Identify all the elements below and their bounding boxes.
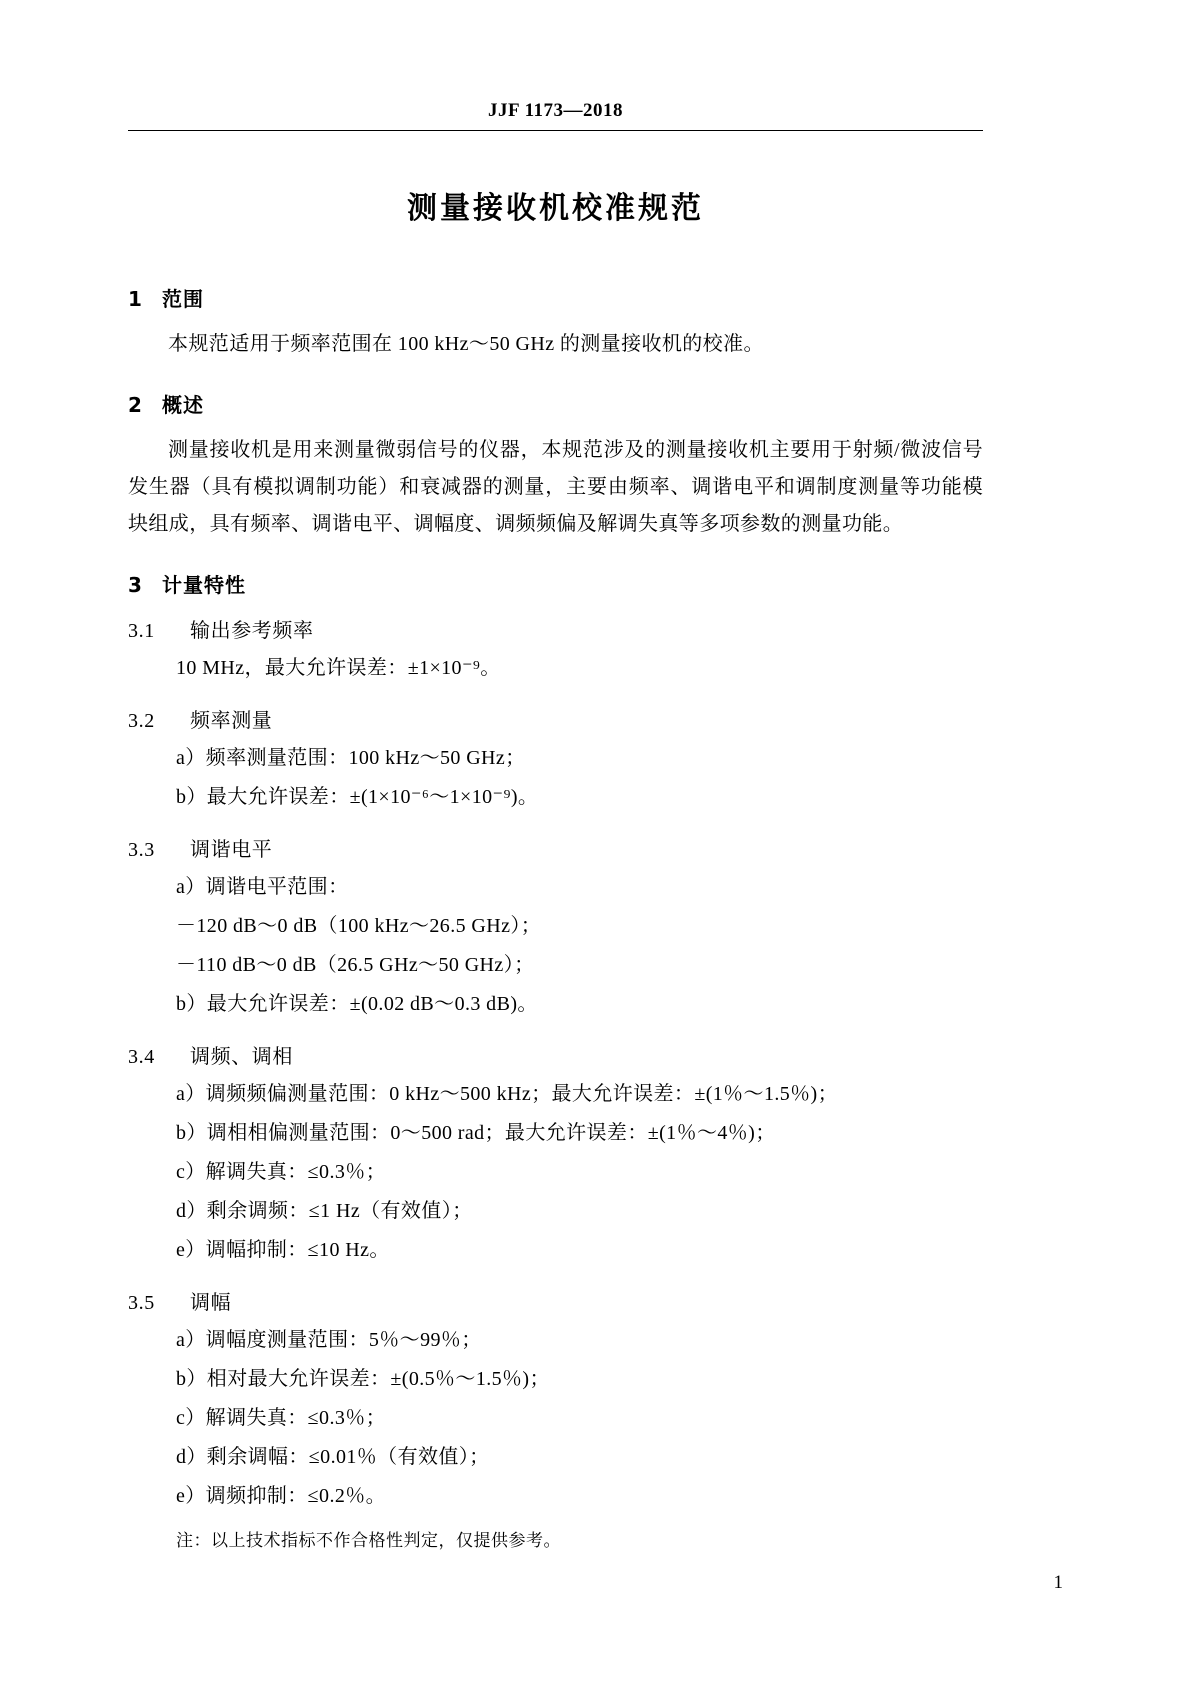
subsection-3-2-line-2: b）最大允许误差：±(1×10⁻⁶～1×10⁻⁹)。 [176,786,539,808]
subsection-3-4-line-1: a）调频频偏测量范围：0 kHz～500 kHz；最大允许误差：±(1％～1.5％)； [176,1083,839,1105]
subsection-3-5-line-4: d）剩余调幅：≤0.01％（有效值）； [176,1446,490,1468]
header-divider [128,130,983,131]
subsection-heading-3-1 [128,614,983,643]
section-number-3: 3 [128,573,143,597]
page-number: 1 [1053,1572,1063,1593]
subsection-3-5-line-2: b）相对最大允许误差：±(0.5％～1.5％)； [176,1368,550,1390]
subsection-heading-3-5 [128,1286,983,1315]
subsection-heading-3-2 [128,704,983,733]
subsection-title-3-2: 频率测量 [190,710,273,732]
section-2-paragraph: 测量接收机是用来测量微弱信号的仪器，本规范涉及的测量接收机主要用于射频/微波信号发生器（具有模拟调制功能）和衰减器的测量，主要由频率、调谐电平和调制度测量等功能模块组成，具有频率、调谐电平、调幅度、调频频偏及解调失真等多项参数的测量功能。 [128,439,983,535]
subsection-3-4-line-5: e）调幅抑制：≤10 Hz。 [176,1239,390,1261]
section-title-2: 概述 [162,393,204,417]
subsection-number-3-2: 3.2 [128,710,155,732]
subsection-number-3-3: 3.3 [128,839,155,861]
subsection-heading-3-3 [128,833,983,862]
subsection-3-3-line-3: －110 dB～0 dB（26.5 GHz～50 GHz）； [176,954,535,976]
subsection-3-3-line-4: b）最大允许误差：±(0.02 dB～0.3 dB)。 [176,993,538,1015]
subsection-3-4-line-2: b）调相相偏测量范围：0～500 rad；最大允许误差：±(1％～4％)； [176,1122,776,1144]
section-title-3: 计量特性 [162,573,246,597]
section-title-1: 范围 [162,287,204,311]
page-content [128,100,983,1551]
subsection-3-5-line-3: c）解调失真：≤0.3％； [176,1407,387,1429]
page-title: 测量接收机校准规范 [407,191,704,226]
subsection-3-2-line-1: a）频率测量范围：100 kHz～50 GHz； [176,747,526,769]
subsection-3-3-line-1: a）调谐电平范围： [176,876,349,898]
subsection-title-3-3: 调谐电平 [190,839,273,861]
section-heading-2 [128,389,983,418]
subsection-title-3-1: 输出参考频率 [190,620,314,642]
running-header: JJF 1173—2018 [487,100,624,121]
subsection-number-3-4: 3.4 [128,1046,155,1068]
section-heading-3 [128,569,983,598]
subsection-3-4-line-3: c）解调失真：≤0.3％； [176,1161,387,1183]
subsection-3-3-line-2: －120 dB～0 dB（100 kHz～26.5 GHz）； [176,915,542,937]
subsection-3-4-line-4: d）剩余调频：≤1 Hz（有效值）； [176,1200,473,1222]
subsection-number-3-5: 3.5 [128,1292,155,1314]
section-number-1: 1 [128,287,143,311]
subsection-3-1-line-1: 10 MHz，最大允许误差：±1×10⁻⁹。 [176,657,501,679]
subsection-title-3-4: 调频、调相 [190,1046,293,1068]
section-heading-1 [128,283,983,312]
section-number-2: 2 [128,393,143,417]
subsection-heading-3-4 [128,1040,983,1069]
subsection-3-5-line-1: a）调幅度测量范围：5％～99％； [176,1329,482,1351]
subsection-title-3-5: 调幅 [190,1292,232,1314]
section-1-paragraph: 本规范适用于频率范围在 100 kHz～50 GHz 的测量接收机的校准。 [168,333,764,355]
subsection-3-5-line-5: e）调频抑制：≤0.2％。 [176,1485,387,1507]
subsection-number-3-1: 3.1 [128,620,155,642]
footnote: 注：以上技术指标不作合格性判定，仅提供参考。 [176,1531,561,1550]
